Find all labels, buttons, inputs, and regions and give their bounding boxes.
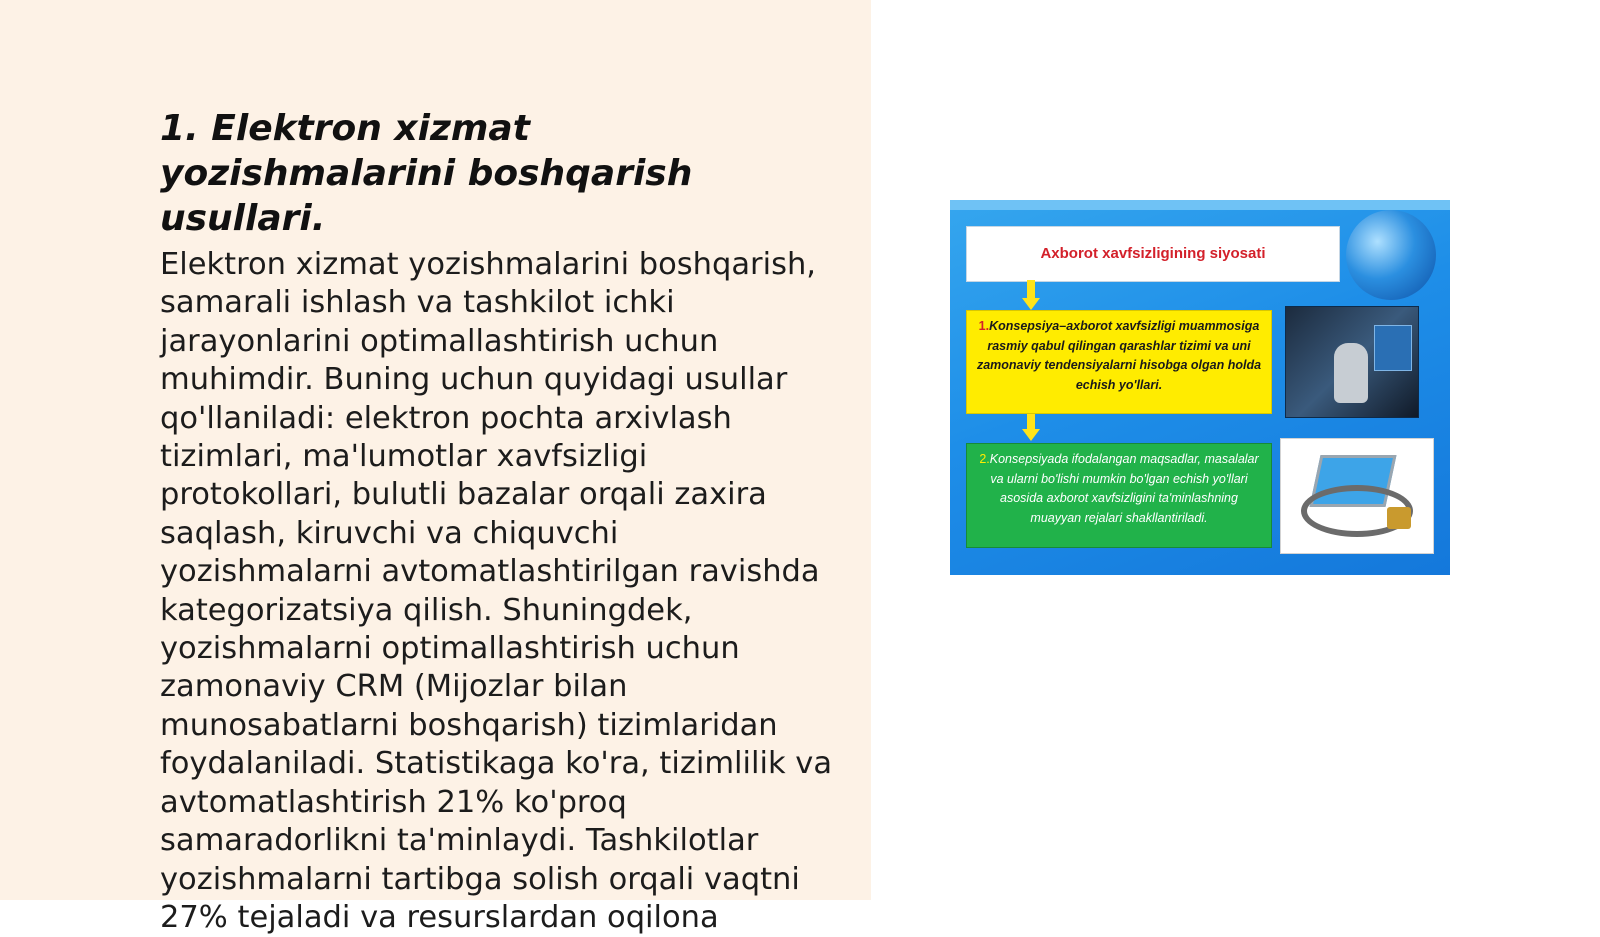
arrow-down-icon [1022, 298, 1040, 310]
concept-box-1-number: 1. [978, 319, 990, 333]
arrow-down-icon-2 [1022, 429, 1040, 441]
robot-computer-image [1285, 306, 1419, 418]
concept-box-1-text: Konsepsiya–axborot xavfsizligi muammosiga rasmiy qabul qilingan qarashlar tizimi va uni zamonaviy tendensiyalarni hisobga olgan holda echish yo'llari. [976, 319, 1262, 392]
figure-top-stripe [950, 200, 1450, 210]
concept-box-2-number: 2. [979, 452, 990, 466]
concept-box-2-text: Konsepsiyada ifodalangan maqsadlar, masalalar va ularni bo'lishi mumkin bo'lgan echish yo'llari asosida axborot xavfsizligini ta'minlashning muayyan rejalari shakllantiriladi. [989, 452, 1259, 525]
robot-shape [1334, 343, 1368, 403]
figure-title: Axborot xavfsizligining siyosati [1040, 245, 1266, 262]
concept-box-2 [966, 443, 1272, 548]
slide-heading: 1. Elektron xizmat yozishmalarini boshqarish usullari. [160, 108, 693, 239]
concept-box-1 [966, 310, 1272, 414]
locked-laptop-image [1280, 438, 1434, 554]
globe-icon [1346, 210, 1436, 300]
figure-title-box [966, 226, 1340, 282]
padlock-icon [1387, 507, 1411, 529]
arrow-down-icon-shaft [1027, 280, 1035, 300]
arrow-down-icon-shaft-2 [1027, 414, 1035, 430]
slide-body-text: Elektron xizmat yozishmalarini boshqarish, samarali ishlash va tashkilot ichki jarayonlarini optimallashtirish uchun muhimdir. Buning uchun quyidagi usullar qo'llaniladi: elektron pochta arxivlash tizimlari, ma'lumotlar xavfsizligi protokollari, bulutli bazalar orqali zaxira saqlash, kiruvchi va chiquvchi yozishmalarni avtomatlashtirilgan ravishda kategorizatsiya qilish. Shuningdek, yozishmalarni optimallashtirish uchun zamonaviy CRM (Mijozlar bilan munosabatlarni boshqarish) tizimlaridan foydalaniladi. Statistikaga ko'ra, tizimlilik va avtomatlashtirish 21% ko'proq samaradorlikni ta'minlaydi. Tashkilotlar yozishmalarni tartibga solish orqali vaqtni 27% tejaladi va resurslardan oqilona [160, 247, 833, 935]
screen-shape [1374, 325, 1412, 371]
infographic-image [950, 200, 1450, 575]
